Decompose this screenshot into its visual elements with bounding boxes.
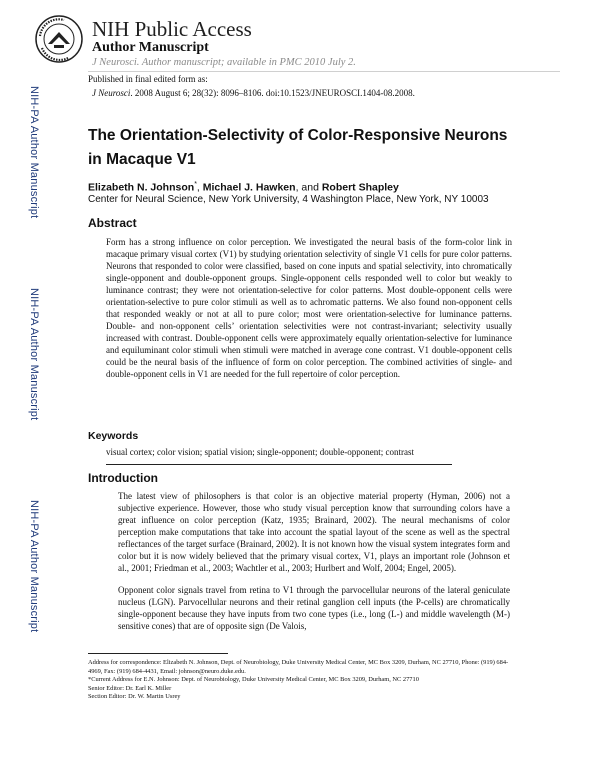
- keywords-list: visual cortex; color vision; spatial vision; single-opponent; double-opponent; contrast: [106, 447, 414, 457]
- abstract-text: Form has a strong influence on color perception. We investigated the neural basis of the form-color link in macaque primary visual cortex (V1) by studying orientation selectivity of single V1 cells for pure color patterns. Neurons that responded to color were classified, based on cone inputs and spatial selectivity, into chromatically single-opponent and double-opponent groups. Single-opponent cells responded well to color but weakly to luminance contrast; they were not orientation-selective for color patterns. Most double-opponent cells were orientation-selective to pure color stimuli as well as to achromatic patterns. We also found non-opponent cells that responded weakly or not at all to pure color; most were orientation-selective for luminance patterns. Double- and non-opponent cells’ orientation selectivities were not contrast-invariant; selectivity usually increased with contrast. Double-opponent cells were approximately equally orientation-selective for luminance and equiluminant color stimuli when stimuli were matched in average cone contrast. V1 double-opponent cells could be the neural basis of the influence of form on color perception. The combined activities of single- and double-opponent cells in V1 are needed for the full repertoire of color perception.: [106, 237, 512, 379]
- abstract-heading: Abstract: [88, 216, 137, 230]
- author-manuscript-label: Author Manuscript: [92, 40, 209, 55]
- author-list: [88, 181, 399, 194]
- footnote-divider: [88, 653, 228, 654]
- correspondence-note: Address for correspondence: Elizabeth N. Johnson, Dept. of Neurobiology, Duke University Medical Center, MC Box 3209, Durham, NC 27710, Phone: (919) 684-4969, Fax: (919) 684-4431, Email: johnson@neuro.duke.edu.: [88, 659, 509, 675]
- author-footnote-mark: *: [194, 181, 197, 188]
- section-editor-note: Section Editor: Dr. W. Martin Usrey: [88, 693, 181, 700]
- header-divider: [88, 71, 560, 72]
- citation: [92, 88, 415, 98]
- footnotes: [88, 659, 518, 702]
- senior-editor-note: Senior Editor: Dr. Earl K. Miller: [88, 684, 172, 692]
- keywords-divider: [106, 464, 452, 465]
- nih-seal-icon: [34, 14, 84, 64]
- citation-details: . 2008 August 6; 28(32): 8096–8106. doi:10.1523/JNEUROSCI.1404-08.2008.: [130, 88, 415, 98]
- introduction-heading: Introduction: [88, 471, 158, 485]
- author-separator: ,: [196, 181, 203, 194]
- side-banner: NIH-PA Author Manuscript: [28, 288, 40, 421]
- nih-public-access-title: NIH Public Access: [92, 17, 252, 41]
- citation-journal: J Neurosci: [92, 88, 131, 98]
- affiliation: Center for Neural Science, New York University, 4 Washington Place, New York, NY 10003: [88, 194, 489, 205]
- author-separator: , and: [295, 181, 322, 194]
- side-banner: NIH-PA Author Manuscript: [28, 86, 40, 219]
- side-banner: NIH-PA Author Manuscript: [28, 500, 40, 633]
- current-address-note: *Current Address for E.N. Johnson: Dept. of Neurobiology, Duke University Medical Center, MC Box 3209, Durham, NC 27710: [88, 676, 419, 683]
- author-name: Robert Shapley: [321, 181, 399, 194]
- author-name: Elizabeth N. Johnson: [88, 181, 195, 194]
- author-name: Michael J. Hawken: [202, 181, 296, 194]
- keywords-heading: Keywords: [88, 430, 139, 442]
- paper-title: The Orientation-Selectivity of Color-Responsive Neurons in Macaque V1: [88, 127, 508, 168]
- published-label: Published in final edited form as:: [88, 74, 208, 84]
- introduction-paragraph: The latest view of philosophers is that color is an objective material property (Hyman, 2006) not a subjective experience. However, those who study visual perception know that surrounding colors have a great influence on color perception (Katz, 1935; Brainard, 2002). The neural mechanisms of color perception make computations that take into account the spatial layout of the scene as well as the spectral reflectances of the target surface (Brainard, 2002). It is not known how the visual system integrates form and color but it is now widely believed that the primary visual cortex, V1, plays an important role (Johnson et al., 2001; Friedman et al., 2003; Wachtler et al., 2003; Hurlbert and Wolf, 2004; Engel, 2005).: [118, 491, 510, 573]
- introduction-paragraph: Opponent color signals travel from retina to V1 through the parvocellular neurons of the lateral geniculate nucleus (LGN). Parvocellular neurons and their retinal ganglion cell inputs (the P-cells) are chromatically single-opponent because they have inputs from two cone types (i.e., long (L-) and middle wavelength (M-) sensitive cones) that are of opposite sign (De Valois,: [118, 585, 510, 631]
- header-availability: J Neurosci. Author manuscript; available in PMC 2010 July 2.: [92, 57, 356, 68]
